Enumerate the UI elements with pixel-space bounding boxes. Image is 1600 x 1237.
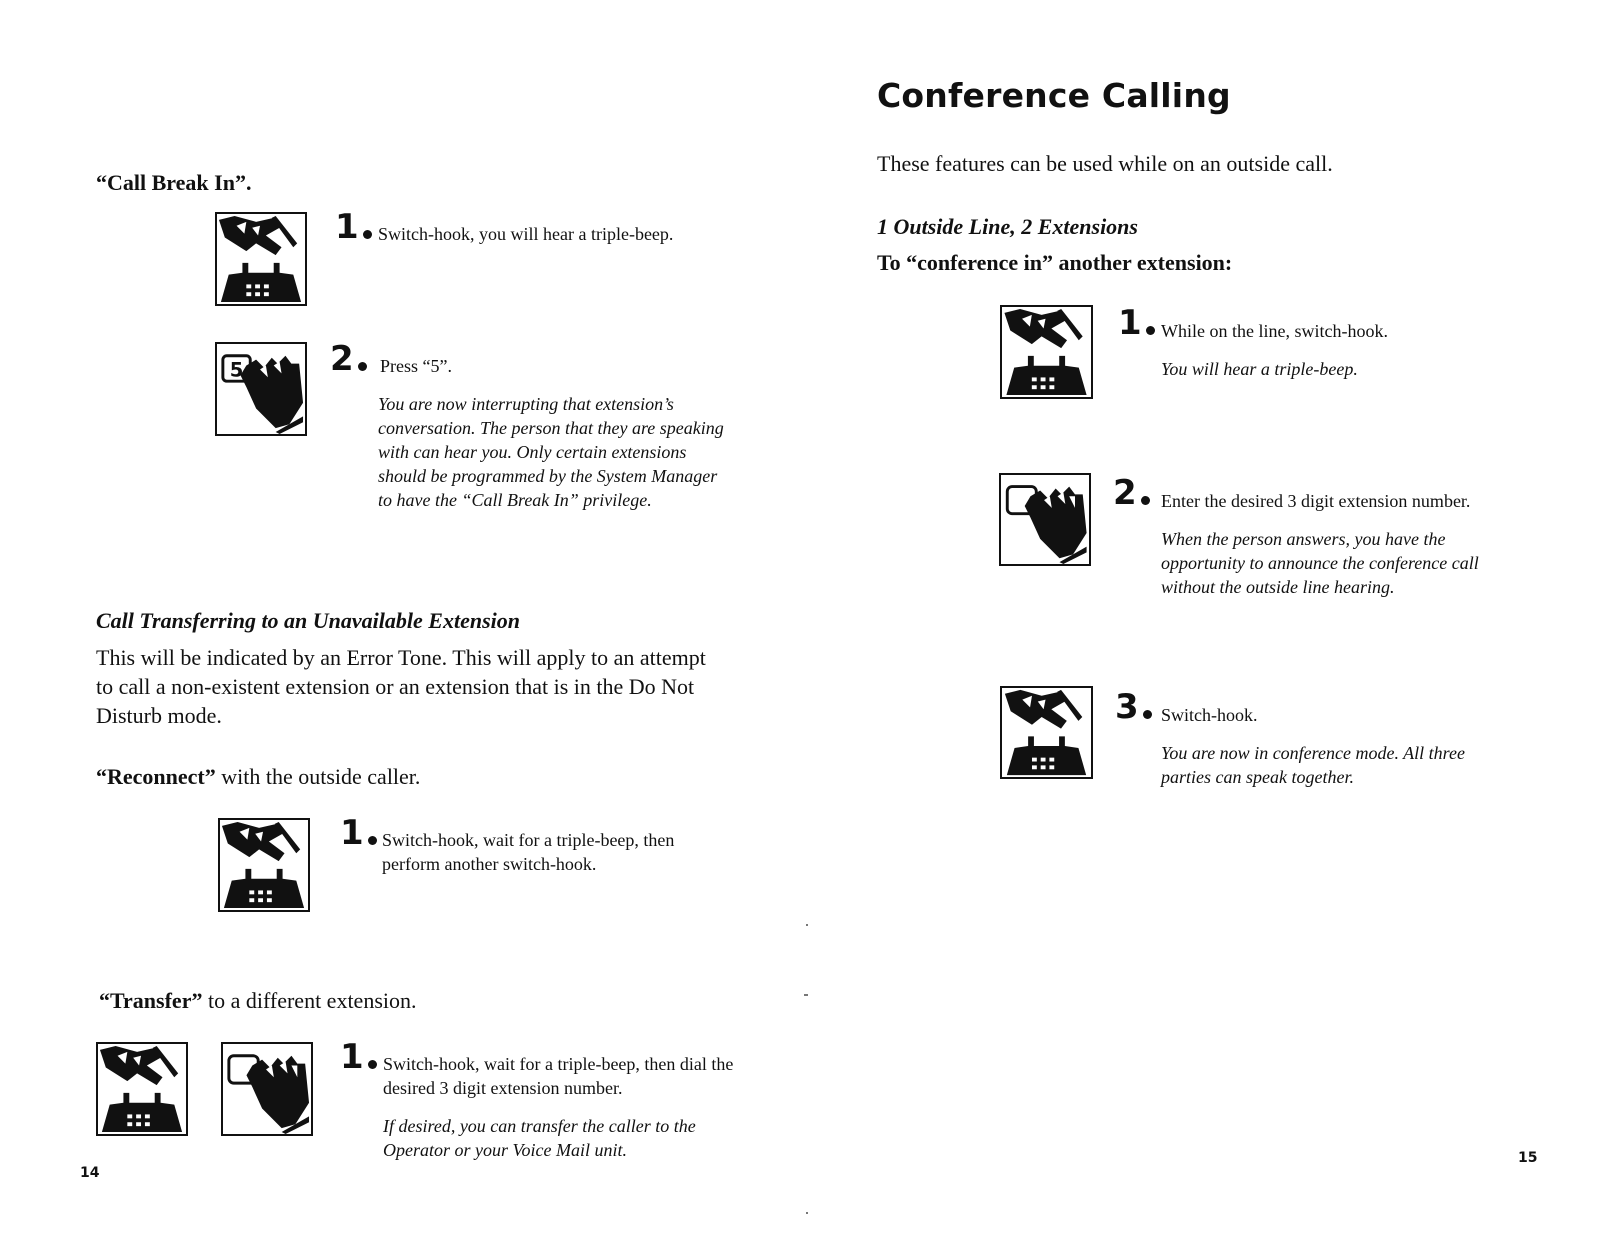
intro-text: These features can be used while on an outside call. <box>877 151 1333 176</box>
step-number: 1 <box>340 816 377 850</box>
switch-hook-phone-icon <box>96 1042 188 1136</box>
switch-hook-phone-icon <box>215 212 307 306</box>
step-text: Switch-hook, wait for a triple-beep, then perform another switch-hook. <box>382 830 675 874</box>
switch-hook-phone-icon <box>1000 305 1093 399</box>
transfer-heading: “Transfer” to a different extension. <box>99 988 417 1013</box>
step-note: You are now in conference mode. All three parties can speak together. <box>1161 743 1465 787</box>
page-title: Conference Calling <box>877 76 1231 115</box>
unavailable-body: This will be indicated by an Error Tone. This will apply to an attempt to call a non-existent extension or an extension that is in the Do Not Disturb mode. <box>96 645 706 728</box>
step-number: 2 <box>330 342 367 376</box>
switch-hook-phone-icon <box>1000 686 1093 779</box>
reconnect-heading: “Reconnect” with the outside caller. <box>96 764 421 789</box>
subheading: 1 Outside Line, 2 Extensions <box>877 214 1138 239</box>
page-number: 15 <box>1518 1150 1538 1166</box>
scan-speck <box>806 924 808 926</box>
step-number: 3 <box>1115 690 1152 724</box>
step-number: 1 <box>335 210 372 244</box>
step-number: 2 <box>1113 476 1150 510</box>
step-text: Switch-hook, you will hear a triple-beep. <box>378 224 674 244</box>
scan-speck <box>806 1212 808 1214</box>
page-number: 14 <box>80 1165 100 1181</box>
step-number: 1 <box>1118 306 1155 340</box>
step-text: Enter the desired 3 digit extension number. <box>1161 491 1471 511</box>
step-text: While on the line, switch-hook. <box>1161 321 1388 341</box>
step-number: 1 <box>340 1040 377 1074</box>
scan-speck <box>804 994 808 996</box>
step-note: If desired, you can transfer the caller to the Operator or your Voice Mail unit. <box>383 1116 696 1160</box>
switch-hook-phone-icon <box>218 818 310 912</box>
unavailable-heading: Call Transferring to an Unavailable Extension <box>96 608 520 633</box>
step-text: Switch-hook, wait for a triple-beep, then dial the desired 3 digit extension number. <box>383 1054 734 1098</box>
step-text: Switch-hook. <box>1161 705 1258 725</box>
keypad-press-icon <box>215 342 307 436</box>
step-note: You will hear a triple-beep. <box>1161 359 1358 379</box>
key-five-label: 5 <box>229 358 244 382</box>
call-break-in-heading: “Call Break In”. <box>96 170 252 195</box>
step-note: You are now interrupting that extension’s conversation. The person that they are speaking with can hear you. Only certain extensions should be programmed by the System Manager to have the “Call Break In” privilege. <box>378 394 724 510</box>
step-text: Press “5”. <box>380 356 452 376</box>
keypad-press-icon <box>999 473 1091 566</box>
keypad-press-icon <box>221 1042 313 1136</box>
instruction-heading: To “conference in” another extension: <box>877 250 1233 275</box>
step-note: When the person answers, you have the opportunity to announce the conference call without the outside line hearing. <box>1161 529 1479 597</box>
